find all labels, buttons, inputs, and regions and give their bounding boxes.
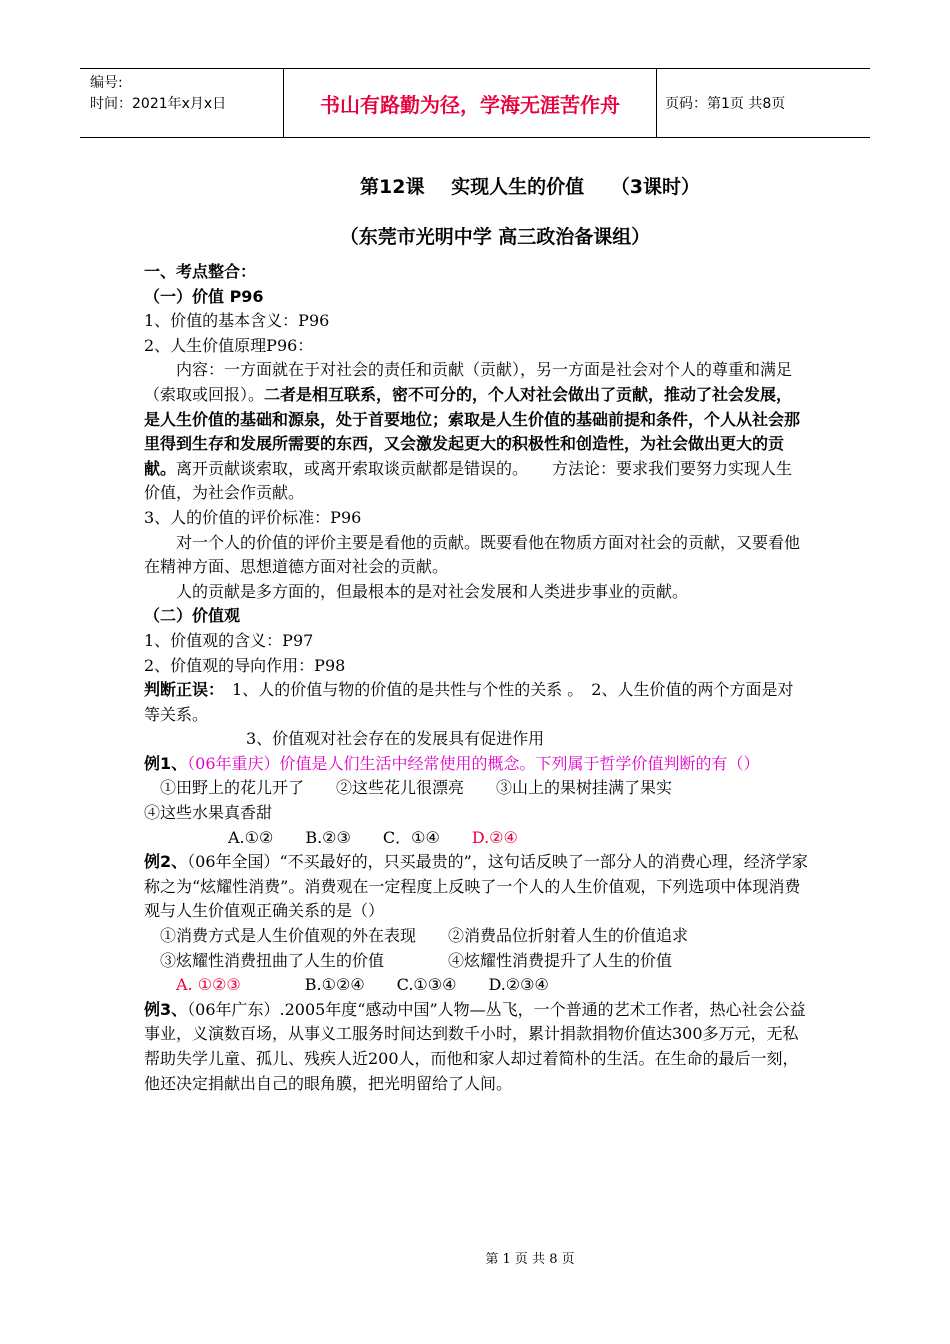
example-label: 例2、 xyxy=(144,852,188,872)
text-run: 离开贡献谈索取，或离开索取谈贡献都是错误的。 方法论：要求我们要努力实现人生价值，为社会作贡献。 xyxy=(144,458,793,503)
page-footer: 第 1 页 共 8 页 xyxy=(485,1252,575,1267)
document-body xyxy=(144,260,808,1096)
judge-question xyxy=(144,678,808,727)
text-run: 内容：一方面就在于对社会的责任和贡献（贡献），另一方面是社会对个人的尊重和满足（索取或回报）。 xyxy=(144,360,793,404)
list-item: 2、人生价值原理P96： xyxy=(144,335,314,355)
correct-answer: A. ①②③ xyxy=(176,975,241,995)
list-item: 1、价值的基本含义：P96 xyxy=(144,311,330,331)
example-options xyxy=(144,826,808,851)
judge-text: 1、人的价值与物的价值的是共性与个性的关系 。 2、人生价值的两个方面是对等关系。 xyxy=(144,680,794,724)
example-2 xyxy=(144,850,808,924)
doc-number-label: 编号: xyxy=(90,75,123,91)
lesson-number: 第12课 xyxy=(360,176,425,198)
example-items: ①消费方式是人生价值观的外在表现 ②消费品位折射着人生的价值追求 xyxy=(160,926,689,946)
header-motto: 书山有路勤为径，学海无涯苦作舟 xyxy=(283,69,657,137)
example-items: ④这些水果真香甜 xyxy=(144,803,273,823)
example-3 xyxy=(144,998,808,1096)
judge-label: 判断正误： xyxy=(144,680,217,700)
page-header xyxy=(80,68,870,138)
example-options xyxy=(144,973,808,998)
example-items: ①田野上的花儿开了 ②这些花儿很漂亮 ③山上的果树挂满了果实 xyxy=(160,778,673,798)
example-items: ③炫耀性消费扭曲了人生的价值 ④炫耀性消费提升了人生的价值 xyxy=(160,950,673,970)
example-text: （06年重庆）价值是人们生活中经常使用的概念。下列属于哲学价值判断的有（） xyxy=(187,753,760,773)
subsection-heading: （一）价值 P96 xyxy=(144,286,264,306)
lesson-title xyxy=(0,172,950,199)
example-label: 例1、 xyxy=(144,753,188,773)
option-list: A.①② B.②③ C．①④ xyxy=(228,827,440,847)
doc-time-label: 时间：2021年x月x日 xyxy=(90,96,227,112)
lesson-subtitle: （东莞市光明中学 高三政治备课组） xyxy=(339,226,651,248)
lesson-hours: （3课时） xyxy=(610,176,700,198)
example-label: 例3、 xyxy=(144,999,188,1019)
header-meta xyxy=(80,69,283,137)
bold-text-run: 二者是相互联系，密不可分的，个人对社会做出了贡献，推动了社会发展，是人生价值的基础和源泉，处于首要地位；索取是人生价值的基础前提和条件，个人从社会那里得到生存和发展所需要的东西，又会激发起更大的积极性和创造性，为社会做出更大的贡献。 xyxy=(144,384,801,478)
list-item: 2、价值观的导向作用：P98 xyxy=(144,655,346,675)
subsection-heading: （二）价值观 xyxy=(144,606,241,626)
lesson-name: 实现人生的价值 xyxy=(451,176,585,198)
section-heading: 一、考点整合： xyxy=(144,262,257,281)
paragraph: 人的贡献是多方面的，但最根本的是对社会发展和人类进步事业的贡献。 xyxy=(176,581,689,601)
paragraph: 对一个人的价值的评价主要是看他的贡献。既要看他在物质方面对社会的贡献，又要看他在精神方面、思想道德方面对社会的贡献。 xyxy=(144,532,801,577)
example-1 xyxy=(144,752,808,777)
example-text: （06年全国）“不买最好的，只买最贵的”，这句话反映了一部分人的消费心理，经济学家称之为“炫耀性消费”。消费观在一定程度上反映了一个人的人生价值观，下列选项中体现消费观与人生价值观正确关系的是（） xyxy=(144,852,808,921)
correct-answer: D.②④ xyxy=(471,827,518,847)
list-item: 1、价值观的含义：P97 xyxy=(144,630,314,650)
example-text: （06年广东）.2005年度“感动中国”人物—丛飞，一个普通的艺术工作者，热心社会公益事业，义演数百场，从事义工服务时间达到数千小时，累计捐款捐物价值达300多万元，无私帮助失学儿童、孤儿、残疾人近200人，而他和家人却过着简朴的生活。在生命的最后一刻，他还决定捐献出自己的眼角膜，把光明留给了人间。 xyxy=(144,999,806,1093)
list-item: 3、人的价值的评价标准：P96 xyxy=(144,507,362,527)
judge-question-3: 3、价值观对社会存在的发展具有促进作用 xyxy=(246,729,545,749)
option-list: B.①②④ C.①③④ D.②③④ xyxy=(304,975,549,995)
paragraph xyxy=(144,358,808,506)
header-page-info: 页码：第1页 共8页 xyxy=(665,96,786,112)
